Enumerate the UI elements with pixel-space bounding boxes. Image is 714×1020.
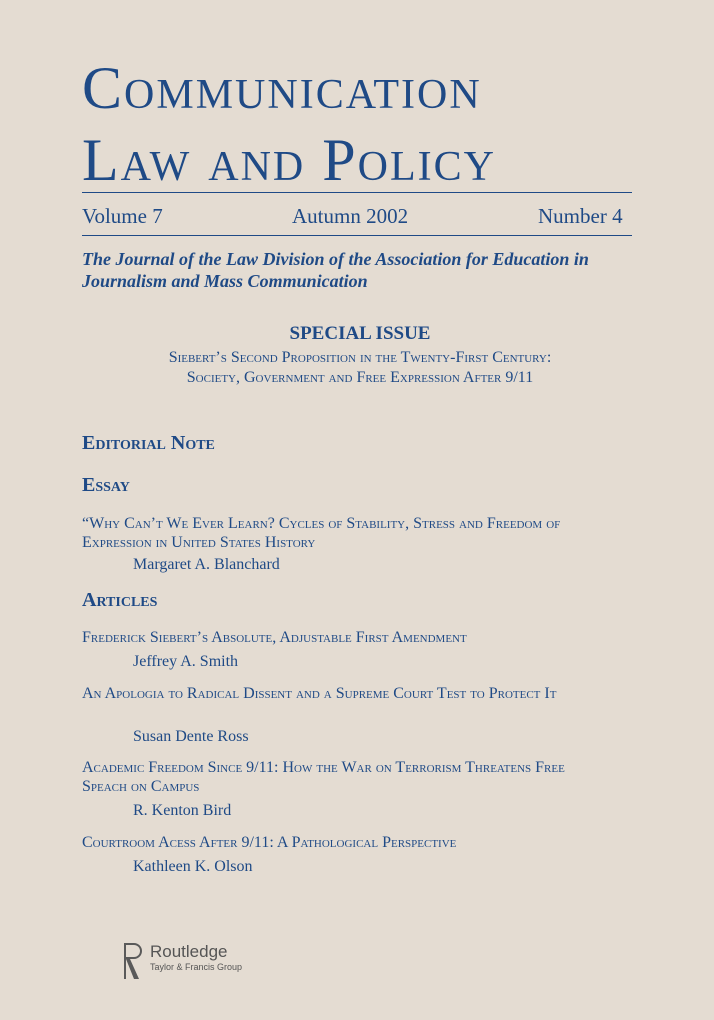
publisher-logo <box>150 942 242 973</box>
special-issue-subtitle <box>60 348 660 388</box>
routledge-logo-icon <box>121 941 145 983</box>
publisher-name: Routledge <box>150 942 228 961</box>
article-title: An Apologia to Radical Dissent and a Supreme Court Test to Protect It <box>82 685 557 702</box>
article-author: R. Kenton Bird <box>133 802 232 819</box>
top-rule <box>82 192 632 193</box>
journal-title-line-1: Communication <box>82 55 482 121</box>
journal-subtitle: The Journal of the Law Division of the Association for Education in Journalism and Mass Communication <box>82 249 589 291</box>
volume-label: Volume 7 <box>82 204 163 228</box>
special-issue-subtitle-line-1: Siebert’s Second Proposition in the Twenty-First Century: <box>168 349 552 366</box>
article-author: Susan Dente Ross <box>133 728 249 745</box>
issue-number-label: Number 4 <box>538 204 623 228</box>
essay-heading: Essay <box>82 474 130 496</box>
essay-title: “Why Can’t We Ever Learn? Cycles of Stability, Stress and Freedom of Expression in United States History <box>82 515 561 551</box>
editorial-note-heading: Editorial Note <box>82 432 215 454</box>
bottom-rule <box>82 235 632 236</box>
season-label: Autumn 2002 <box>292 204 409 228</box>
journal-title-line-2: Law and Policy <box>82 127 496 193</box>
special-issue-subtitle-line-2: Society, Government and Free Expression After 9/11 <box>186 369 534 386</box>
article-author: Kathleen K. Olson <box>133 858 253 875</box>
publisher-group: Taylor & Francis Group <box>150 962 243 972</box>
article-title: Courtroom Acess After 9/11: A Pathological Perspective <box>82 834 457 851</box>
essay-author: Margaret A. Blanchard <box>133 556 280 573</box>
article-title: Frederick Siebert’s Absolute, Adjustable First Amendment <box>82 629 467 646</box>
special-issue-heading: SPECIAL ISSUE <box>289 323 431 344</box>
article-title: Academic Freedom Since 9/11: How the War on Terrorism Threatens Free Speach on Campus <box>82 759 565 795</box>
articles-heading: Articles <box>82 589 158 611</box>
article-author: Jeffrey A. Smith <box>133 653 239 670</box>
